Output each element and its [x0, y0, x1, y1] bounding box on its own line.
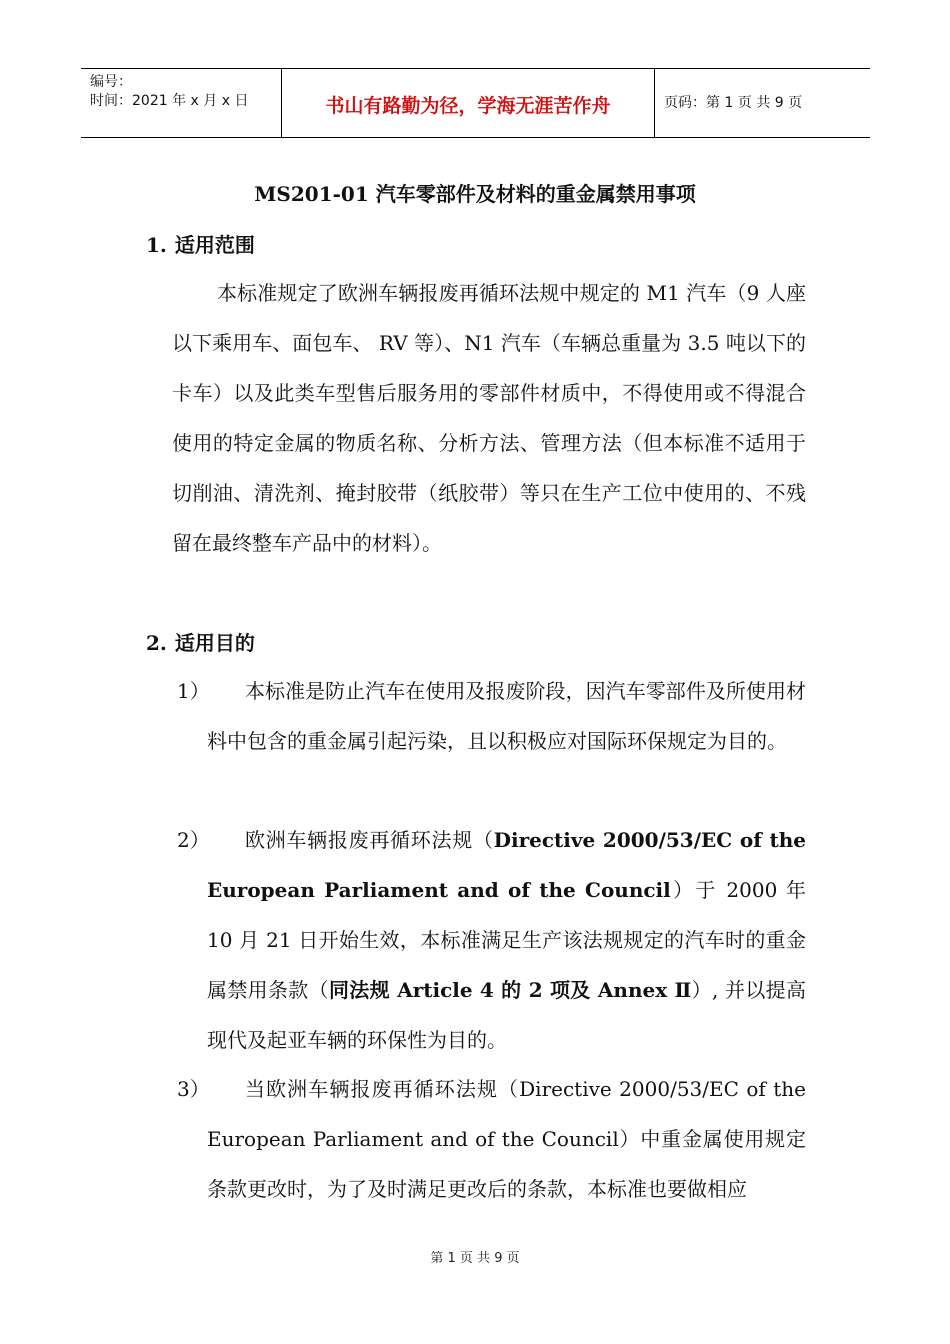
section-1-body: 本标准规定了欧洲车辆报废再循环法规中规定的 M1 汽车（9 人座以下乘用车、面包车、 RV 等）、N1 汽车（车辆总重量为 3.5 吨以下的卡车）以及此类车型售后服务用的零部件材质中，不得使用或不得混合使用的特定金属的物质名称、分析方法、管理方法（但本标准不适用于切削油、清洗剂、掩封胶带（纸胶带）等只在生产工位中使用的、不残留在最终整车产品中的材料）。 — [172, 281, 806, 555]
item-1-number: 1） — [177, 679, 210, 703]
document-title: MS201-01 汽车零部件及材料的重金属禁用事项 — [254, 182, 696, 206]
item-2-text-b: ）于 2000 年 10 月 21 日开始生效，本标准满足生产该法规规定的汽车时的重金属禁用条款（ — [207, 878, 806, 1002]
number-label: 编号： — [90, 74, 132, 90]
page-footer: 第 1 页 共 9 页 — [430, 1251, 520, 1266]
page-header — [81, 68, 870, 138]
header-meta-cell — [81, 69, 282, 137]
section-2-heading — [146, 627, 255, 656]
item-2-text-c: ）, 并以提高现代及起亚车辆的环保性为目的。 — [207, 978, 806, 1052]
item-3-text: 当欧洲车辆报废再循环法规（Directive 2000/53/EC of the European Parliament and of the Council）中重金属使用规定条款更改时，为了及时满足更改后的条款，本标准也要做相应 — [207, 1077, 806, 1201]
item-2-text — [207, 815, 806, 1065]
section-1-heading — [146, 229, 255, 258]
section-1-title: 适用范围 — [174, 233, 255, 257]
item-1-text: 本标准是防止汽车在使用及报废阶段，因汽车零部件及所使用材料中包含的重金属引起污染，且以积极应对国际环保规定为目的。 — [207, 679, 806, 753]
item-2-article-ref: 同法规 Article 4 的 2 项及 Annex Ⅱ — [328, 978, 692, 1002]
motto-text: 书山有路勤为径，学海无涯苦作舟 — [325, 95, 611, 117]
section-2-number: 2. — [146, 631, 167, 655]
time-label: 时间：2021 年 x 月 x 日 — [90, 93, 249, 109]
item-2-directive: Directive 2000/53/EC of the European Parliament and of the Council — [207, 828, 807, 902]
header-motto-cell — [282, 69, 655, 137]
item-3-number: 3） — [177, 1077, 210, 1101]
section-2-title: 适用目的 — [174, 631, 255, 655]
header-page-cell — [655, 69, 870, 137]
page-info: 页码：第 1 页 共 9 页 — [664, 95, 803, 111]
section-1-number: 1. — [146, 233, 167, 257]
item-2-number: 2） — [177, 828, 210, 852]
item-2-text-a: 欧洲车辆报废再循环法规（ — [245, 828, 494, 852]
